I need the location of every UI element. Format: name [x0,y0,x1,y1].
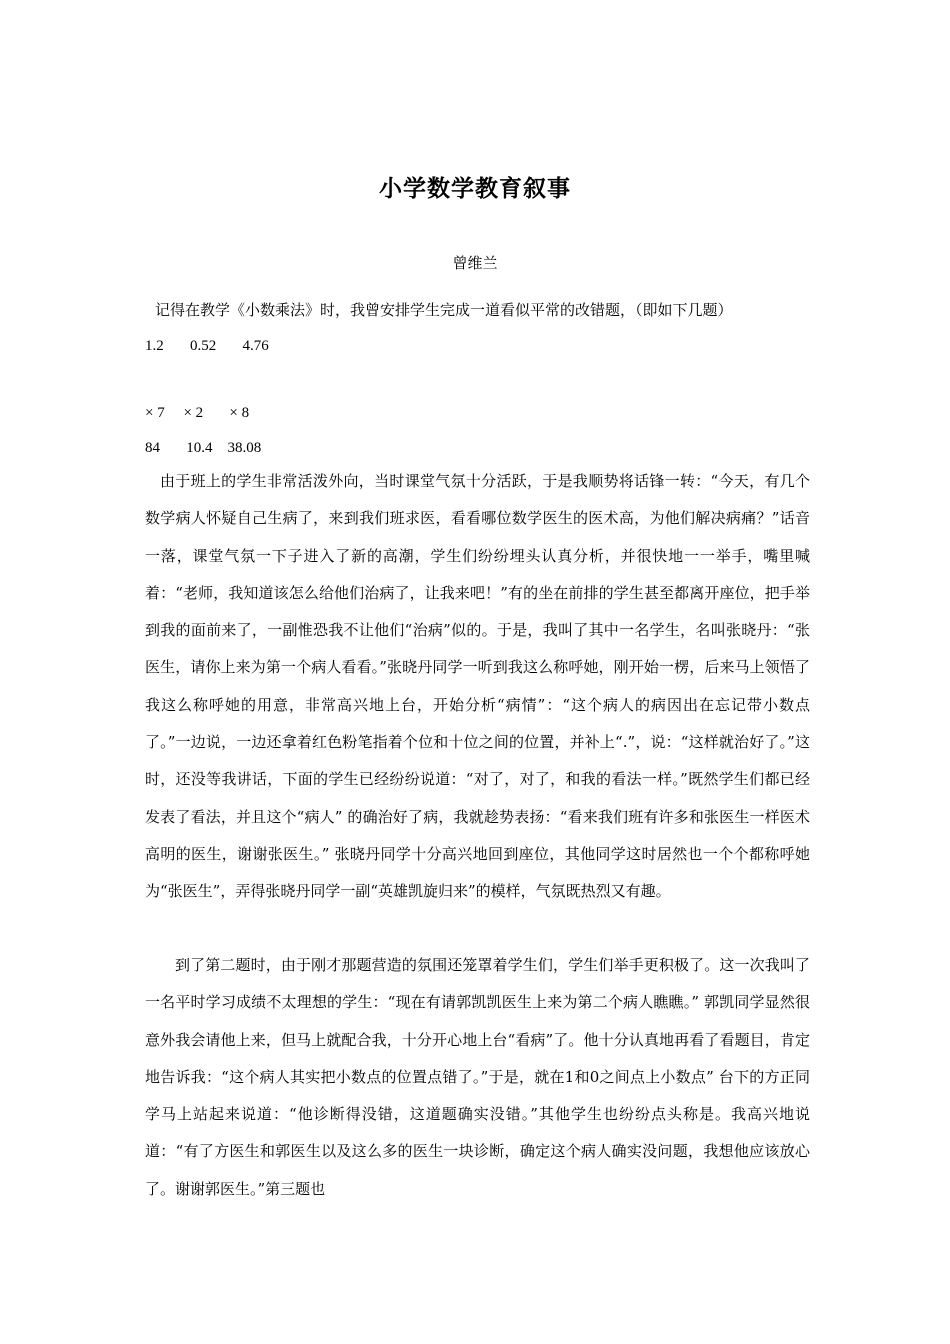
problem-operands-row: 1.2 0.52 4.76 [145,338,269,354]
paragraph-second-problem: 到了第二题时，由于刚才那题营造的氛围还笼罩着学生们，学生们举手更积极了。这一次我叫了一名平时学习成绩不太理想的学生：“现在有请郭凯凯医生上来为第二个病人瞧瞧。” 郭凯同学显然很意外我会请他上来，但马上就配合我，十分开心地上台“看病”了。他十分认真地再看了看题目，肯定地告诉我：“这个病人其实把小数点的位置点错了。”于是，就在1和0之间点上小数点” 台下的方正同学马上站起来说道：“他诊断得没错，这道题确实没错。”其他学生也纷纷点头称是。我高兴地说道：“有了方医生和郭医生以及这么多的医生一块诊断，确定这个病人确实没问题，我想他应该放心了。谢谢郭医生。”第三题也 [145,956,810,1198]
paragraph-first-problem: 由于班上的学生非常活泼外向，当时课堂气氛十分活跃，于是我顺势将话锋一转：“今天，有几个数学病人怀疑自己生病了，来到我们班求医，看看哪位数学医生的医术高，为他们解决病痛？”话音一落，课堂气氛一下子进入了新的高潮，学生们纷纷埋头认真分析，并很快地一一举手，嘴里喊着：“老师，我知道该怎么给他们治病了，让我来吧！”有的坐在前排的学生甚至都离开座位，把手举到我的面前来了，一副惟恐我不让他们“治病”似的。于是，我叫了其中一名学生，名叫张晓丹：“张医生，请你上来为第一个病人看看。”张晓丹同学一听到我这么称呼她，刚开始一楞，后来马上领悟了我这么称呼她的用意，非常高兴地上台，开始分析“病情”：“这个病人的病因出在忘记带小数点了。”一边说，一边还拿着红色粉笔指着个位和十位之间的位置，并补上“.”，说：“这样就治好了。”这时，还没等我讲话，下面的学生已经纷纷说道：“对了，对了，和我的看法一样。”既然学生们都已经发表了看法，并且这个“病人” 的确治好了病，我就趁势表扬：“看来我们班有许多和张医生一样医术高明的医生，谢谢张医生。” 张晓丹同学十分高兴地回到座位，其他同学这时居然也一个个都称呼她为“张医生”，弄得张晓丹同学一副“英雄凯旋归来”的模样，气氛既热烈又有趣。 [145,472,810,901]
page-title: 小学数学教育叙事 [379,175,571,202]
problem-answers-row: 84 10.4 38.08 [145,440,262,456]
intro-text: 记得在教学《小数乘法》时，我曾安排学生完成一道看似平常的改错题，（即如下几题） [155,301,733,319]
problem-multipliers-row: × 7 × 2 × 8 [145,405,250,421]
author-name: 曾维兰 [452,254,498,272]
